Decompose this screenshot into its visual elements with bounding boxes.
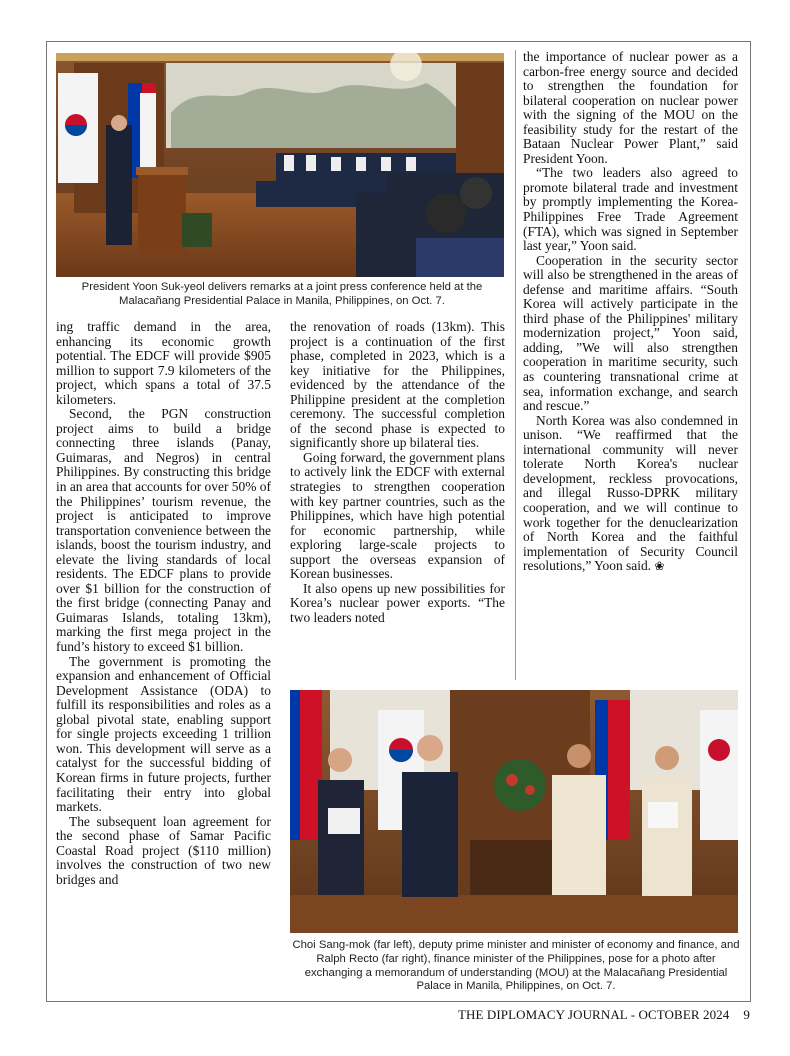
- article-column-2: [290, 320, 505, 625]
- page-number: 9: [743, 1007, 750, 1022]
- top-photo-caption: President Yoon Suk-yeol delivers remarks at a joint press conference held at the Malacañang Presidential Palace in Manila, Philippines, on Oct. 7.: [81, 281, 483, 307]
- paragraph: “The two leaders also agreed to promote bilateral trade and investment by promptly implementing the Korea-Philippines Free Trade Agreement (FTA), which was signed in September last year,” Yoon said.: [523, 165, 738, 254]
- paragraph: The government is promoting the expansion and enhancement of Official Development Assistance (ODA) to fulfill its responsibilities and roles as a global pivotal state, enabling support for single projects exceeding 1 trillion won. This development will serve as a catalyst for the successful bidding of Korean firms in future projects, further facilitating their entry into global markets.: [56, 653, 271, 815]
- article-column-1: [56, 320, 271, 887]
- page-footer: [420, 1007, 750, 1023]
- paragraph-final: [523, 414, 738, 574]
- paragraph: The subsequent loan agreement for the second phase of Samar Pacific Coastal Road project ($110 million) involves the construction of two new bridges and: [56, 813, 271, 887]
- paragraph: the importance of nuclear power as a carbon-free energy source and decided to strengthen the foundation for bilateral cooperation on nuclear power with the signing of the MOU on the feasibility study for the restart of the Bataan Nuclear Power Plant,” said President Yoon.: [523, 49, 738, 166]
- press-conference-photo: [56, 53, 504, 277]
- column-divider: [515, 50, 516, 680]
- article-column-3: [523, 50, 738, 574]
- paragraph: ing traffic demand in the area, enhancing its economic growth potential. The EDCF will provide $905 million to support 7.9 kilometers of the project, which spans a total of 37.5 kilometers.: [56, 319, 271, 407]
- paragraph: It also opens up new possibilities for Korea’s nuclear power exports. “The two leaders noted: [290, 580, 505, 625]
- paragraph: Going forward, the government plans to actively link the EDCF with external strategies to strengthen cooperation with key partner countries, such as the Philippines, which have high potential for economic partnership, while exploring large-scale projects to support the overseas expansion of Korean businesses.: [290, 449, 505, 582]
- paragraph: Second, the PGN construction project aims to build a bridge connecting three islands (Panay, Guimaras, and Negros) in central Philippines. By constructing this bridge in an area that accounts for over 50% of the Philippines’ tourism revenue, the project is anticipated to improve transportation convenience between the islands, boost the tourism industry, and elevate the living standards of local residents. The EDCF plans to provide over $1 billion for the construction of the first bridge (connecting Panay and Guimaras Islands, totaling 13km), marking the first mega project in the fund’s history to exceed $1 billion.: [56, 406, 271, 655]
- end-mark-icon: ❀: [654, 559, 665, 574]
- paragraph-text: North Korea was also condemned in unison. “We reaffirmed that the international community will never tolerate North Korea's nuclear development, reckless provocations, and illegal Russo-DPRK military cooperation, and we will continue to work together for the denuclearization of North Korea and the faithful implementation of Security Council resolutions,” Yoon said.: [523, 412, 738, 574]
- mou-exchange-photo: [290, 690, 738, 933]
- paragraph: the renovation of roads (13km). This project is a continuation of the first phase, completed in 2023, which is a key initiative for the Philippines, evidenced by the attendance of the Philippine president at the completion ceremony. The successful completion of the second phase is expected to significantly shore up bilateral ties.: [290, 319, 505, 451]
- journal-title: THE DIPLOMACY JOURNAL - OCTOBER 2024: [457, 1007, 730, 1022]
- bottom-photo-caption: Choi Sang-mok (far left), deputy prime minister and minister of economy and finance, and Ralph Recto (far right), finance minister of the Philippines, pose for a photo after exchanging a memorandum of understanding (MOU) at the Malacañang Presidential Palace in Manila, Philippines, on Oct. 7.: [292, 939, 740, 993]
- paragraph: Cooperation in the security sector will also be strengthened in the areas of defense and maritime affairs. “South Korea will actively participate in the third phase of the Philippines' military modernization project,” Yoon said, adding, ”We will also strengthen cooperation in maritime security, such as countering transnational crime at sea, information exchange, and search and rescue.”: [523, 252, 738, 414]
